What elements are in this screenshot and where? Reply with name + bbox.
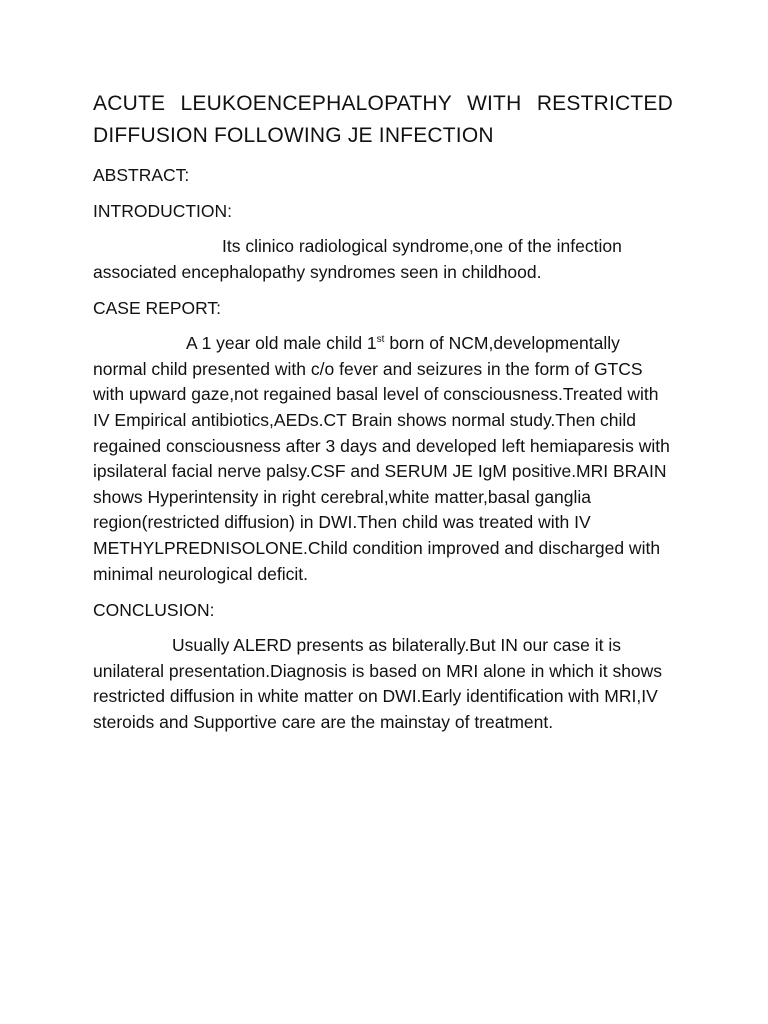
conclusion-text: Usually ALERD presents as bilaterally.But IN our case it is unilateral presentation.Diagnosis is based on MRI alone in which it shows restricted diffusion in white matter on DWI.Early identification with MRI,IV steroids and Supportive care are the mainstay of treatment.: [93, 635, 663, 732]
document-page: [93, 88, 673, 746]
conclusion-heading: CONCLUSION:: [93, 600, 215, 621]
document-title: [93, 88, 673, 152]
case-report-text-start: A 1 year old male child 1: [186, 333, 377, 354]
introduction-text: Its clinico radiological syndrome,one of the infection associated encephalopathy syndromes seen in childhood.: [93, 236, 622, 282]
introduction-heading: INTRODUCTION:: [93, 201, 233, 221]
title-line-1: ACUTE LEUKOENCEPHALOPATHY WITH RESTRICTED: [93, 92, 673, 115]
case-report-heading: CASE REPORT:: [93, 298, 222, 319]
case-report-text-rest: born of NCM,developmentally normal child presented with c/o fever and seizures in the form of GTCS with upward gaze,not regained basal level of consciousness.Treated with IV Empirical antibiotics,AEDs.CT Brain shows normal study.Then child regained consciousness after 3 days and developed left hemiaparesis with ipsilateral facial nerve palsy.CSF and SERUM JE IgM positive.MRI BRAIN shows Hyperintensity in right cerebral,white matter,basal ganglia region(restricted diffusion) in DWI.Then child was treated with IV METHYLPREDNISOLONE.Child condition improved and discharged with minimal neurological deficit.: [93, 333, 670, 584]
case-report-text: [93, 331, 673, 587]
ordinal-suffix: st: [376, 334, 385, 346]
abstract-heading: ABSTRACT:: [93, 165, 190, 185]
title-line-2: DIFFUSION FOLLOWING JE INFECTION: [93, 124, 494, 147]
